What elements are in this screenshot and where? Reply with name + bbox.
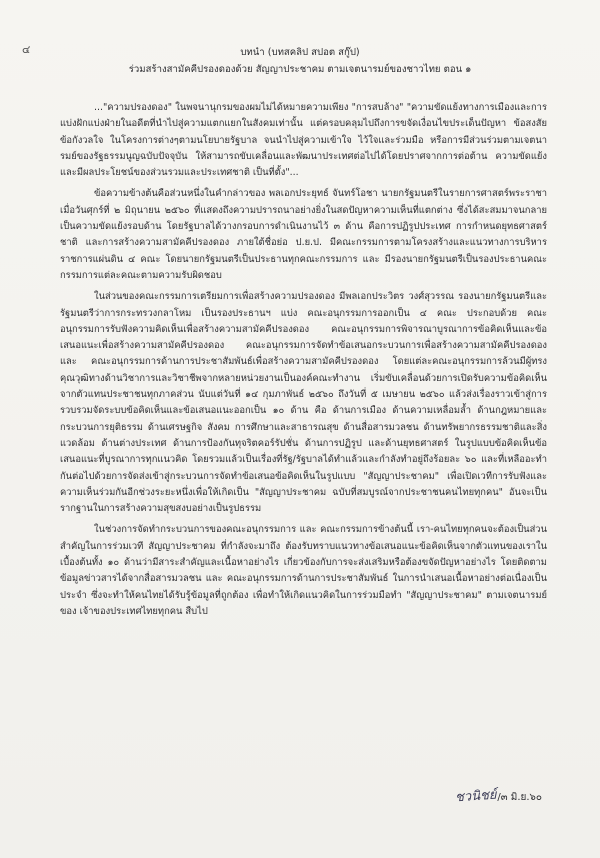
document-body bbox=[60, 100, 547, 623]
corner-page-mark: ๔ bbox=[22, 43, 31, 56]
paragraph-closing: ในช่วงการจัดทำกระบวนการของคณะอนุกรรมการ และ คณะกรรมการข้างต้นนี้ เรา-คนไทยทุกคนจะต้องเป็นส่วนสำคัญในการร่วมเวที สัญญาประชาคม ที่กำลังจะมาถึง ต้องรับทราบแนวทางข้อเสนอแนะข้อคิดเห็นจากตัวแทนของเราในเบื้องต้นทั้ง ๑๐ ด้านว่ามีสาระสำคัญและเนื้อหาอย่างไร เกี่ยวข้องกับการจะส่งเสริมหรือต้องขจัดปัญหาอย่างไร โดยติดตามข้อมูลข่าวสารได้จากสื่อสารมวลชน และ คณะอนุกรรมการด้านการประชาสัมพันธ์ ในการนำเสนอเนื้อหาอย่างต่อเนื่องเป็นประจำ ซึ่งจะทำให้คนไทยได้รับรู้ข้อมูลที่ถูกต้อง เพื่อทำให้เกิดแนวคิดในการร่วมมือทำ "สัญญาประชาคม" ตามเจตนารมย์ ของ เจ้าของประเทศไทยทุกคน สืบไป bbox=[60, 524, 547, 617]
paragraph-context: ข้อความข้างต้นคือส่วนหนึ่งในคำกล่าวของ พลเอกประยุทธ์ จันทร์โอชา นายกรัฐมนตรีในรายการศาสตร์พระราชาเมื่อวันศุกร์ที่ ๒ มิถุนายน ๒๕๖๐ ที่แสดงถึงความปรารถนาอย่างยิ่งในสดปัญหาความเห็นที่แตกต่าง ซึ่งได้สะสมมาจนกลายเป็นความขัดแย้งรอบด้าน โดยรัฐบาลได้วางกรอบการดำเนินงานไว้ ๓ ด้าน คือการปฏิรูปประเทศ การกำหนดยุทธศาสตร์ชาติ และการสร้างความสามัคคีปรองดอง ภายใต้ชื่อย่อ ป.ย.ป. มีคณะกรรมการตามโครงสร้างและแนวทางการบริหารราชการแผ่นดิน ๔ คณะ โดยนายกรัฐมนตรีเป็นประธานทุกคณะกรรมการ และ มีรองนายกรัฐมนตรีเป็นรองประธานคณะกรรมการแต่ละคณะตามความรับผิดชอบ bbox=[60, 188, 547, 281]
document-subtitle: ร่วมสร้างสามัคคีปรองดองด้วย สัญญาประชาคม ตามเจตนารมย์ของชาวไทย ตอน ๑ bbox=[128, 64, 472, 75]
document-title: บทนำ (บทสคลิป สปอต สกู๊ป) bbox=[240, 47, 360, 58]
paragraph-quote: ..."ความปรองดอง" ในพจนานุกรมของผมไม่ได้หมายความเพียง "การสบล้าง" "ความขัดแย้งทางการเมืองและการแบ่งฝักแบ่งฝ่ายในอดีตที่นำไปสู่ความแตกแยกในสังคมเท่านั้น แต่ครอบคลุมไปถึงการขจัดเงื่อนไขประเด็นปัญหา ข้อสงสัย ข้อกังวลใจ ในโครงการต่างๆตามนโยบายรัฐบาล จนนำไปสู่ความเข้าใจ ไว้ใจและร่วมมือ หรือการมีส่วนร่วมตามเจตนารมย์ของรัฐธรรมนูญฉบับปัจจุบัน ให้สามารถขับเคลื่อนและพัฒนาประเทศต่อไปได้โดยปราศจากการต่อต้าน ความขัดแย้ง และมีผลประโยชน์ของส่วนรวมและประเทศชาติ เป็นที่ตั้ง"... bbox=[60, 102, 547, 179]
handwritten-signature: ชวนิชย์ bbox=[454, 787, 497, 806]
signature-block bbox=[455, 785, 542, 806]
paragraph-committee: ในส่วนของคณะกรรมการเตรียมการเพื่อสร้างความปรองดอง มีพลเอกประวิตร วงศ์สุวรรณ รองนายกรัฐมนตรีและรัฐมนตรีว่าการกระทรวงกลาโหม เป็นรองประธานฯ แบ่ง คณะอนุกรรมการออกเป็น ๔ คณะ ประกอบด้วย คณะอนุกรรมการรับฟังความคิดเห็นเพื่อสร้างความสามัคคีปรองดอง คณะอนุกรรมการพิจารณาบูรณาการข้อคิดเห็นและข้อเสนอแนะเพื่อสร้างความสามัคคีปรองดอง คณะอนุกรรมการจัดทำข้อเสนอกระบวนการเพื่อสร้างความสามัคคีปรองดอง และ คณะอนุกรรมการด้านการประชาสัมพันธ์เพื่อสร้างความสามัคคีปรองดอง โดยแต่ละคณะอนุกรรมการล้วนมีผู้ทรงคุณวุฒิทางด้านวิชาการและวิชาชีพจากหลายหน่วยงานเป็นองค์คณะทำงาน เริ่มขับเคลื่อนด้วยการเปิดรับความข้อคิดเห็นจากตัวแทนประชาชนทุกภาคส่วน นับแต่วันที่ ๑๔ กุมภาพันธ์ ๒๕๖๐ ถึงวันที่ ๕ เมษายน ๒๕๖๐ แล้วส่งเรื่องราวเข้าสู่การรวบรวมจัดระบบข้อคิดเห็นและข้อเสนอแนะออกเป็น ๑๐ ด้าน คือ ด้านการเมือง ด้านความเหลื่อมล้ำ ด้านกฎหมายและกระบวนการยุติธรรม ด้านเศรษฐกิจ สังคม การศึกษาและสาธารณสุข ด้านสื่อสารมวลชน ด้านทรัพยากรธรรมชาติและสิ่งแวดล้อม ด้านต่างประเทศ ด้านการป้องกันทุจริตคอร์รัปชั่น ด้านการปฏิรูป และด้านยุทธศาสตร์ ในรูปแบบข้อคิดเห็นข้อเสนอแนะที่บูรณาการทุกแนวคิด โดยรวมแล้วเป็นเรื่องที่รัฐ/รัฐบาลได้ทำแล้วและกำลังทำอยู่ถึงร้อยละ ๖๐ และที่เหลืออะทำกันต่อไปด้วยการจัดส่งเข้าสู่กระบวนการจัดทำข้อเสนอข้อคิดเห็นในรูปแบบ "สัญญาประชาคม" เพื่อเปิดเวทีการรับฟังและความเห็นร่วมกันอีกช่วงระยะหนึ่งเพื่อให้เกิดเป็น "สัญญาประชาคม ฉบับที่สมบูรณ์จากประชาชนคนไทยทุกคน" อันจะเป็นรากฐานในการสร้างความสุขสงบอย่างเป็นรูปธรรม bbox=[60, 291, 547, 515]
document-header bbox=[0, 46, 600, 78]
signature-date: /๓ มิ.ย.๖๐ bbox=[497, 792, 542, 803]
